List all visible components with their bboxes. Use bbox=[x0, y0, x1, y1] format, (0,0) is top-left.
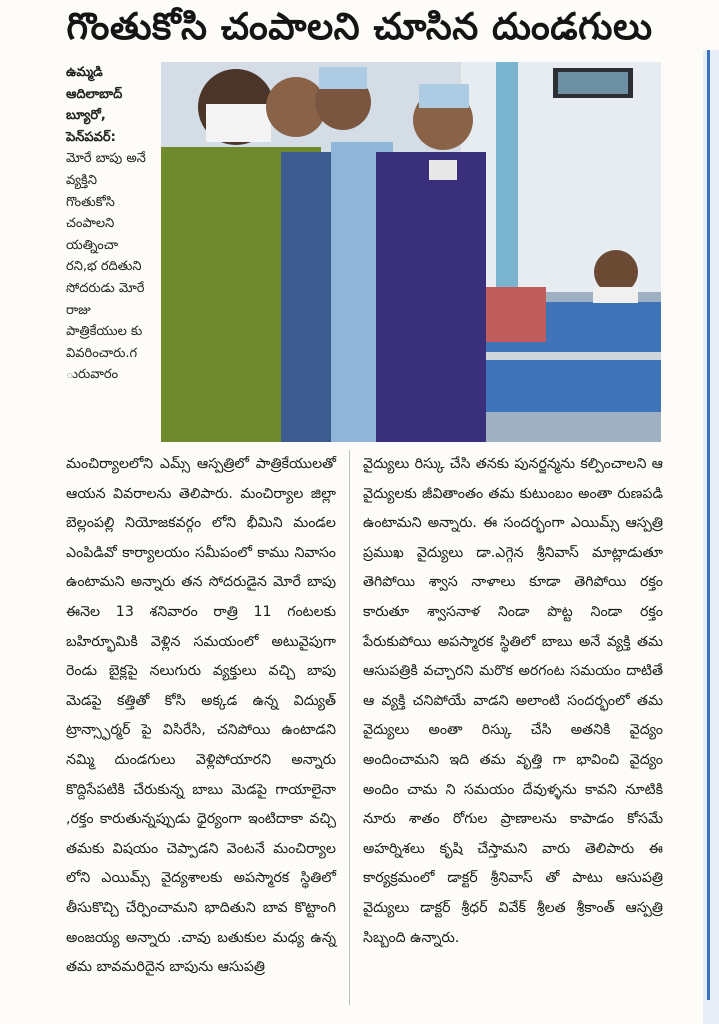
side-text-line: వ్యక్తిని bbox=[66, 172, 97, 188]
article-column-right: వైద్యులు రిస్కు చేసి తనకు పునర్జన్మను కల్పించాలని ఆ వైద్యులకు జీవితాంతం తమ కుటుంబం అంతా రుణపడి ఉంటామని అన్నారు. ఈ సందర్భంగా ఎయిమ్స్ ఆస్పత్రి ప్రముఖ వైద్యులు డా.ఎగ్గెన శ్రీనివాస్ మాట్లాడుతూ తెగిపోయి శ్వాస నాళాలు కూడా తెగిపోయి రక్తం కారుతూ శ్వాసనాళ నిండా పొట్ట నిండా రక్తం పేరుకుపోయి అపస్మారక స్థితిలో బాబు అనే వ్యక్తి తమ ఆసుపత్రికి వచ్చారని మరొక అరగంట సమయం దాటితే ఆ వ్యక్తి చనిపోయే వాడని అలాంటి సందర్భంలో తమ వైద్యులు అంతా రిస్కు చేసి అతనికి వైద్యం అందించామని ఇది తమ వృత్తి గా భావించి వైద్యం అందిం చామ ని సమయం దేవుళ్ళను కావని నూటికి నూరు శాతం రోగుల ప్రాణాలను కాపాడం కోసమే అహర్నిశలు కృషి చేస్తామని వారు తెలిపారు ఈ కార్యక్రమంలో డాక్టర్ శ్రీనివాస్ తో పాటు ఆసుపత్రి వైద్యులు డాక్టర్ శ్రీధర్ వివేక్ శ్రీలత శ్రీకాంత్ ఆస్పత్రి సిబ్బంది ఉన్నారు. bbox=[363, 456, 663, 946]
news-photo bbox=[161, 62, 661, 442]
byline bbox=[66, 62, 158, 148]
byline-line: ఉమ్మడి bbox=[66, 65, 103, 80]
column-divider bbox=[349, 450, 350, 1005]
side-column bbox=[66, 62, 158, 386]
article-column-left: మంచిర్యాలలోని ఎమ్స్ ఆస్పత్రిలో పాత్రికేయులతో ఆయన వివరాలను తెలిపారు. మంచిర్యాల జిల్లా బెల్లంపల్లి నియోజకవర్గం లోని భీమిని మండల ఎంపిడివో కార్యాలయం సమీపంలో కాము నివాసం ఉంటామని అన్నారు తన సోదరుడైన మోరే బాపు ఈనెల 13 శనివారం రాత్రి 11 గంటలకు బహిర్భూమికి వెళ్లిన సమయంలో అటువైపుగా రెండు బైక్లపై నలుగురు వ్యక్తులు వచ్చి బాపు మెడపై కత్తితో కోసి అక్కడ ఉన్న విద్యుత్ ట్రాన్స్ఫార్మర్ పై విసిరేసి, చనిపోయి ఉంటాడని నమ్మి దుండగులు వెళ్లిపోయారని అన్నారు కొద్దిసేపటికి చేరుకున్న బాబు మెడపై గాయాలైనా ,రక్తం కారుతున్నప్పుడు ధైర్యంగా ఇంటిదాకా వచ్చి తమకు విషయం చెప్పాడని వెంటనే మంచిర్యాల లోని ఎయిమ్స్ వైద్యశాలకు అపస్మారక స్థితిలో తీసుకొచ్చి చేర్పించామని భాదితుని బావ కొట్టాంగి అంజయ్య అన్నారు .చావు బతుకుల మధ్య ఉన్న తమ బావమరిదైన బాపును ఆసుపత్రి bbox=[66, 456, 336, 976]
side-text-line: యత్నించా bbox=[66, 237, 119, 253]
side-text-line: వివరించారు.గ bbox=[66, 345, 138, 361]
hospital-scene-image bbox=[161, 62, 661, 442]
byline-line: పెన్‌పవర్: bbox=[66, 129, 116, 145]
side-text-line: గొంతుకోసి bbox=[66, 194, 115, 210]
page-edge bbox=[703, 50, 719, 1024]
byline-line: ఆదిలాబాద్ bbox=[66, 86, 123, 102]
side-text-line: రాజు bbox=[66, 302, 91, 318]
side-text-line: సోదరుడు మోరే bbox=[66, 280, 145, 296]
side-text-line: పాత్రికేయుల కు bbox=[66, 324, 143, 340]
page-edge-accent bbox=[707, 50, 710, 1000]
side-text-line: ురువారం bbox=[66, 367, 119, 383]
side-text-line: చంపాలని bbox=[66, 216, 115, 232]
side-text-line: మోరే బాపు అనే bbox=[66, 151, 146, 167]
headline: గొంతుకోసి చంపాలని చూసిన దుండగులు bbox=[66, 5, 653, 48]
side-text-line: రని,భ రదితుని bbox=[66, 259, 142, 275]
byline-line: బ్యూరో, bbox=[66, 108, 106, 124]
